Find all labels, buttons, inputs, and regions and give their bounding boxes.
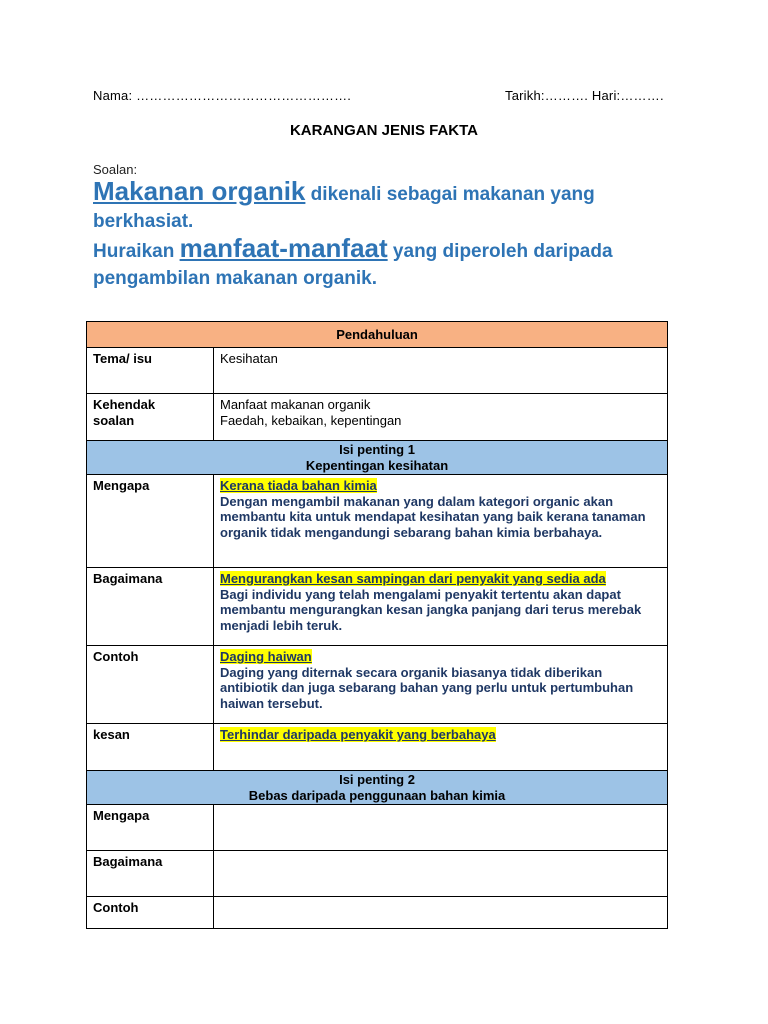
isi1-kesan-row (87, 724, 668, 771)
isi2-bagaimana-row (87, 851, 668, 897)
question-paragraph-2 (93, 235, 683, 292)
isi1-contoh-label: Contoh (87, 646, 214, 724)
isi2-header (87, 771, 668, 805)
isi1-kesan-label: kesan (87, 724, 214, 771)
isi1-header-row (87, 441, 668, 475)
isi1-bagaimana-text: Bagi individu yang telah mengalami penyakit tertentu akan dapat membantu mengurangkan kesan jangka panjang dari terus merebak menjadi lebih teruk. (220, 586, 642, 633)
isi1-kesan-highlight: Terhindar daripada penyakit yang berbahaya (220, 727, 496, 742)
tema-value: Kesihatan (214, 348, 668, 394)
pendahuluan-header: Pendahuluan (87, 322, 668, 348)
nama-field: Nama: …………………………………………. (93, 88, 352, 103)
kehendak-label-line1: Kehendak (93, 397, 156, 412)
essay-plan-table (86, 321, 668, 929)
isi2-contoh-label: Contoh (87, 897, 214, 929)
kehendak-label (87, 394, 214, 441)
isi2-subtitle: Bebas daripada penggunaan bahan kimia (248, 787, 506, 803)
document-title: KARANGAN JENIS FAKTA (289, 122, 479, 139)
isi1-mengapa-content (214, 475, 668, 568)
question-p1-rest: dikenali sebagai makanan yang berkhasiat. (93, 184, 595, 232)
isi1-mengapa-label: Mengapa (87, 475, 214, 568)
kehendak-value (214, 394, 668, 441)
isi1-mengapa-highlight: Kerana tiada bahan kimia (220, 478, 377, 493)
isi1-header (87, 441, 668, 475)
question-p2-rest: yang diperoleh daripada pengambilan makanan organik. (93, 241, 613, 289)
kehendak-value-line2: Faedah, kebaikan, kepentingan (220, 412, 402, 428)
isi2-header-row (87, 771, 668, 805)
question-keyword-manfaat: manfaat-manfaat (179, 233, 388, 263)
isi1-contoh-content (214, 646, 668, 724)
question-p2-start: Huraikan (93, 241, 180, 262)
isi2-contoh-content[interactable] (214, 897, 668, 929)
isi1-mengapa-text: Dengan mengambil makanan yang dalam kategori organic akan membantu kita untuk mendapat kesihatan yang baik kerana tanaman organik tidak mengandungi sebarang bahan kimia berbahaya. (220, 493, 646, 540)
isi1-subtitle: Kepentingan kesihatan (305, 457, 449, 473)
isi1-bagaimana-highlight: Mengurangkan kesan sampingan dari penyakit yang sedia ada (220, 571, 606, 586)
pendahuluan-header-row (87, 322, 668, 348)
isi2-bagaimana-label: Bagaimana (87, 851, 214, 897)
tarikh-hari-field: Tarikh:………. Hari:………. (505, 88, 664, 103)
isi2-title: Isi penting 2 (339, 772, 415, 787)
kehendak-label-line2: soalan (93, 412, 135, 428)
kehendak-value-line1: Manfaat makanan organik (220, 397, 371, 412)
isi1-kesan-content (214, 724, 668, 771)
isi2-mengapa-label: Mengapa (87, 805, 214, 851)
tema-row (87, 348, 668, 394)
isi2-bagaimana-content[interactable] (214, 851, 668, 897)
isi2-mengapa-content[interactable] (214, 805, 668, 851)
soalan-label: Soalan: (93, 162, 138, 177)
isi2-mengapa-row (87, 805, 668, 851)
isi1-mengapa-row (87, 475, 668, 568)
question-text (93, 178, 683, 292)
isi1-bagaimana-row (87, 568, 668, 646)
isi1-bagaimana-label: Bagaimana (87, 568, 214, 646)
isi1-contoh-highlight: Daging haiwan (220, 649, 312, 664)
question-keyword-makanan-organik: Makanan organik (93, 176, 306, 206)
isi1-contoh-text: Daging yang diternak secara organik biasanya tidak diberikan antibiotik dan juga sebarang bahan yang perlu untuk pertumbuhan haiwan tersebut. (220, 664, 634, 711)
kehendak-row (87, 394, 668, 441)
isi1-contoh-row (87, 646, 668, 724)
isi2-contoh-row (87, 897, 668, 929)
tema-label: Tema/ isu (87, 348, 214, 394)
question-paragraph-1 (93, 178, 683, 235)
isi1-bagaimana-content (214, 568, 668, 646)
isi1-title: Isi penting 1 (339, 442, 415, 457)
